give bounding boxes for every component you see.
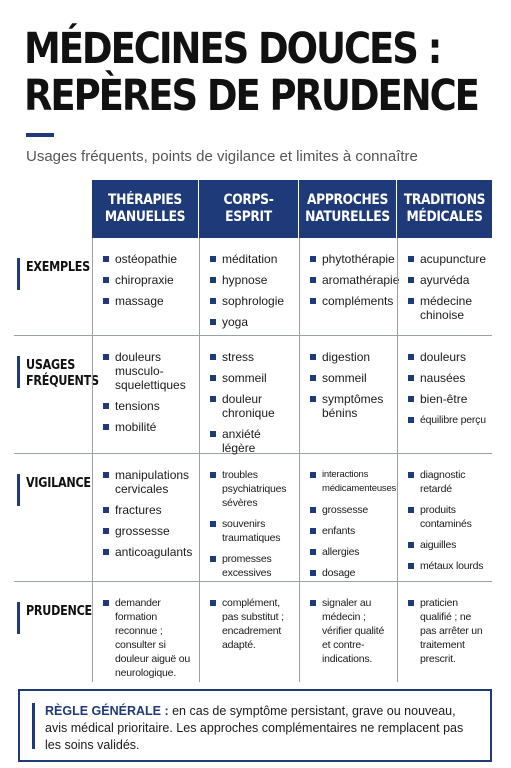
list-item: produits contaminés: [406, 503, 486, 531]
general-rule-text: [45, 703, 475, 754]
list-item: médecine chinoise: [406, 294, 486, 322]
cell-usages-manual: [92, 336, 199, 453]
row-label-prudence: PRUDENCE: [14, 582, 92, 682]
table-row-vigilance: [14, 454, 492, 582]
cell-vigilance-traditions: [397, 454, 492, 581]
row-label-usages: USAGES FRÉQUENTS: [14, 336, 92, 453]
general-rule-label: RÈGLE GÉNÉRALE :: [45, 704, 169, 718]
list-item: ostéopathie: [101, 252, 193, 266]
list-item: complément, pas substitut ; encadrement adapté.: [208, 596, 293, 652]
column-header-manual: THÉRAPIES MANUELLES: [92, 180, 198, 238]
cell-vigilance-natural: [299, 454, 397, 581]
list-item: douleur chronique: [208, 392, 293, 420]
column-header-traditions: TRADITIONS MÉDICALES: [397, 180, 492, 238]
list-item: interactions médicamenteuses: [308, 468, 391, 496]
column-header-natural: APPROCHES NATURELLES: [299, 180, 396, 238]
table-row-usages: [14, 336, 492, 454]
list-item: acupuncture: [406, 252, 486, 266]
list-item: phytothérapie: [308, 252, 391, 266]
list-item: manipulations cervicales: [101, 468, 193, 496]
table-row-exemples: [14, 238, 492, 336]
list-item: grossesse: [308, 503, 391, 517]
cell-prudence-manual: [92, 582, 199, 682]
list-item: anticoagulants: [101, 545, 193, 559]
list-item: compléments: [308, 294, 391, 308]
cell-vigilance-mind-body: [199, 454, 299, 581]
list-item: hypnose: [208, 273, 293, 287]
page-title: [24, 24, 478, 121]
cell-prudence-traditions: [397, 582, 492, 682]
list-item: promesses excessives: [208, 552, 293, 580]
list-item: ayurvéda: [406, 273, 486, 287]
list-item: stress: [208, 350, 293, 364]
list-item: fractures: [101, 503, 193, 517]
list-item: équilibre perçu: [406, 413, 486, 427]
list-item: dosage: [308, 566, 391, 580]
list-item: yoga: [208, 315, 293, 329]
cell-exemples-traditions: [397, 238, 492, 335]
row-label-exemples: EXEMPLES: [14, 238, 92, 335]
list-item: sophrologie: [208, 294, 293, 308]
cell-prudence-natural: [299, 582, 397, 682]
list-item: bien-être: [406, 392, 486, 406]
row-label-vigilance: VIGILANCE: [14, 454, 92, 581]
list-item: sommeil: [208, 371, 293, 385]
list-item: douleurs musculo-squelettiques: [101, 350, 193, 392]
list-item: praticien qualifié ; ne pas arrêter un traitement prescrit.: [406, 596, 486, 666]
subtitle: Usages fréquents, points de vigilance et limites à connaître: [26, 148, 418, 165]
list-item: mobilité: [101, 420, 193, 434]
list-item: sommeil: [308, 371, 391, 385]
cell-exemples-natural: [299, 238, 400, 335]
list-item: aiguilles: [406, 538, 486, 552]
column-header-mind-body: CORPS-ESPRIT: [199, 180, 298, 238]
list-item: digestion: [308, 350, 391, 364]
list-item: symptômes bénins: [308, 392, 391, 420]
list-item: enfants: [308, 524, 391, 538]
cell-exemples-mind-body: [199, 238, 299, 335]
table-row-prudence: [14, 582, 492, 682]
list-item: souvenirs traumatiques: [208, 517, 293, 545]
list-item: troubles psychiatriques sévères: [208, 468, 293, 510]
title-line-1: MÉDECINES DOUCES :: [24, 24, 441, 74]
list-item: anxiété légère: [208, 427, 293, 455]
title-accent-rule: [26, 133, 54, 137]
list-item: chiropraxie: [101, 273, 193, 287]
list-item: demander formation reconnue ; consulter si douleur aiguë ou neurologique.: [101, 596, 193, 680]
cell-usages-mind-body: [199, 336, 299, 453]
list-item: aromathérapie: [308, 273, 391, 287]
cell-vigilance-manual: [92, 454, 199, 581]
list-item: diagnostic retardé: [406, 468, 486, 496]
list-item: nausées: [406, 371, 486, 385]
title-line-2: REPÈRES DE PRUDENCE: [24, 71, 478, 121]
rule-accent-bar: [32, 703, 35, 749]
list-item: grossesse: [101, 524, 193, 538]
cell-prudence-mind-body: [199, 582, 299, 682]
list-item: signaler au médecin ; vérifier qualité et contre-indications.: [308, 596, 391, 666]
list-item: métaux lourds: [406, 559, 486, 573]
cell-usages-natural: [299, 336, 397, 453]
list-item: douleurs: [406, 350, 486, 364]
cell-usages-traditions: [397, 336, 492, 453]
list-item: méditation: [208, 252, 293, 266]
general-rule-box: [18, 689, 492, 762]
list-item: allergies: [308, 545, 391, 559]
cell-exemples-manual: [92, 238, 199, 335]
list-item: massage: [101, 294, 193, 308]
list-item: tensions: [101, 399, 193, 413]
general-rule-body: en cas de symptôme persistant, grave ou nouveau, avis médical prioritaire. Les approches complémentaires ne remplacent pas les soins validés.: [45, 704, 464, 752]
